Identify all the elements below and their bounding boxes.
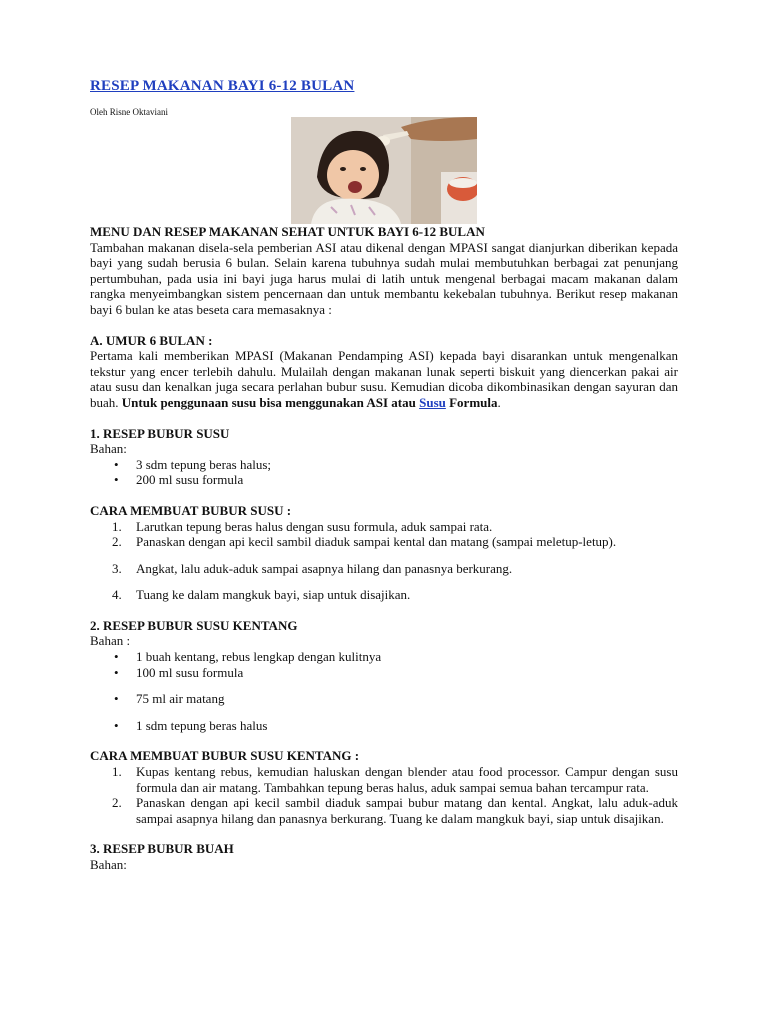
step-number: 2. [112,795,122,811]
recipe1-cara-heading: CARA MEMBUAT BUBUR SUSU : [90,502,292,518]
step-text: Angkat, lalu aduk-aduk sampai asapnya hilang dan panasnya berkurang. [136,560,513,576]
step-text: Panaskan dengan api kecil sambil diaduk sampai kental dan matang (sampai meletup-letup). [136,534,617,550]
step-text: Larutkan tepung beras halus dengan susu formula, aduk sampai rata. [136,518,493,534]
recipe2-steps [90,764,678,826]
step-text: Panaskan dengan api kecil sambil diaduk sampai bubur matang dan kental. Angkat, lalu aduk-aduk sampai asapnya hilang dan panasnya berkurang. Tuang ke dalam mangkuk bayi, siap untuk disajikan. [136,795,678,826]
step-number: 1. [112,518,122,534]
list-item [90,534,678,550]
recipe1-heading: 1. RESEP BUBUR SUSU [90,425,230,441]
recipe2-ingredients [90,649,678,733]
step-number: 1. [112,764,122,780]
susu-link[interactable]: Susu [419,394,446,410]
recipe3-heading: 3. RESEP BUBUR BUAH [90,841,234,857]
list-item [90,587,678,603]
document-body [90,224,678,873]
step-number: 2. [112,534,122,550]
list-item [90,795,678,826]
list-item: • 3 sdm tepung beras halus; [90,457,678,473]
list-item [90,764,678,795]
step-text: Tuang ke dalam mangkuk bayi, siap untuk disajikan. [136,587,411,603]
author-byline: Oleh Risne Oktaviani [90,107,168,117]
section-a-paragraph [90,348,678,410]
section-a-bold-post: Formula [449,394,498,410]
list-item: • 100 ml susu formula [90,665,678,681]
recipe2-bahan-label: Bahan : [90,633,131,649]
recipe3-bahan-label: Bahan: [90,857,127,872]
recipe1-steps [90,519,678,603]
recipe2-heading: 2. RESEP BUBUR SUSU KENTANG [90,617,298,633]
section-a-text: Pertama kali memberikan MPASI (Makanan Pendamping ASI) kepada bayi disarankan untuk mengenalkan tekstur yang encer terlebih dahulu. Mulailah dengan makanan lunak seperti biskuit yang diencerkan pakai air atau susu dan kenalkan juga secara perlahan bubur susu. Kemudian dicoba dikombinasikan dengan sayuran dan buah. [90,348,678,410]
section-a-end: . [497,394,501,410]
list-item: • 1 sdm tepung beras halus [90,718,678,734]
step-text: Kupas kentang rebus, kemudian haluskan dengan blender atau food processor. Campur dengan susu formula dan air matang. Tambahkan tepung beras halus, aduk sampai semua bahan tercampur rata. [136,764,678,795]
recipe2-cara-heading: CARA MEMBUAT BUBUR SUSU KENTANG : [90,748,360,764]
list-item: • 1 buah kentang, rebus lengkap dengan kulitnya [90,649,678,665]
recipe1-bahan-label: Bahan: [90,441,127,457]
main-heading: MENU DAN RESEP MAKANAN SEHAT UNTUK BAYI 6-12 BULAN [90,224,485,239]
list-item: • 75 ml air matang [90,691,678,707]
baby-feeding-photo [291,117,477,224]
section-a-heading: A. UMUR 6 BULAN : [90,332,213,348]
step-number: 3. [112,560,122,576]
document-title[interactable]: RESEP MAKANAN BAYI 6-12 BULAN [90,78,355,94]
recipe1-ingredients [90,457,678,488]
section-a-bold-pre: Untuk penggunaan susu bisa menggunakan ASI atau [121,394,416,410]
step-number: 4. [112,587,122,603]
list-item: • 200 ml susu formula [90,472,678,488]
list-item [90,561,678,577]
intro-paragraph: Tambahan makanan disela-sela pemberian ASI atau dikenal dengan MPASI sangat dianjurkan diberikan kepada bayi yang sudah berusia 6 bulan. Selain karena tubuhnya sudah mulai membutuhkan berbagai zat penunjang pertumbuhan, pada usia ini bayi juga harus mulai di latih untuk mengenal berbagai macam makanan dalam rangka menyeimbangkan sistem pencernaan dan untuk membantu kekebalan tubuhnya. Berikut resep makanan bayi 6 bulan ke atas beseta cara memasaknya : [90,239,678,317]
list-item [90,519,678,535]
